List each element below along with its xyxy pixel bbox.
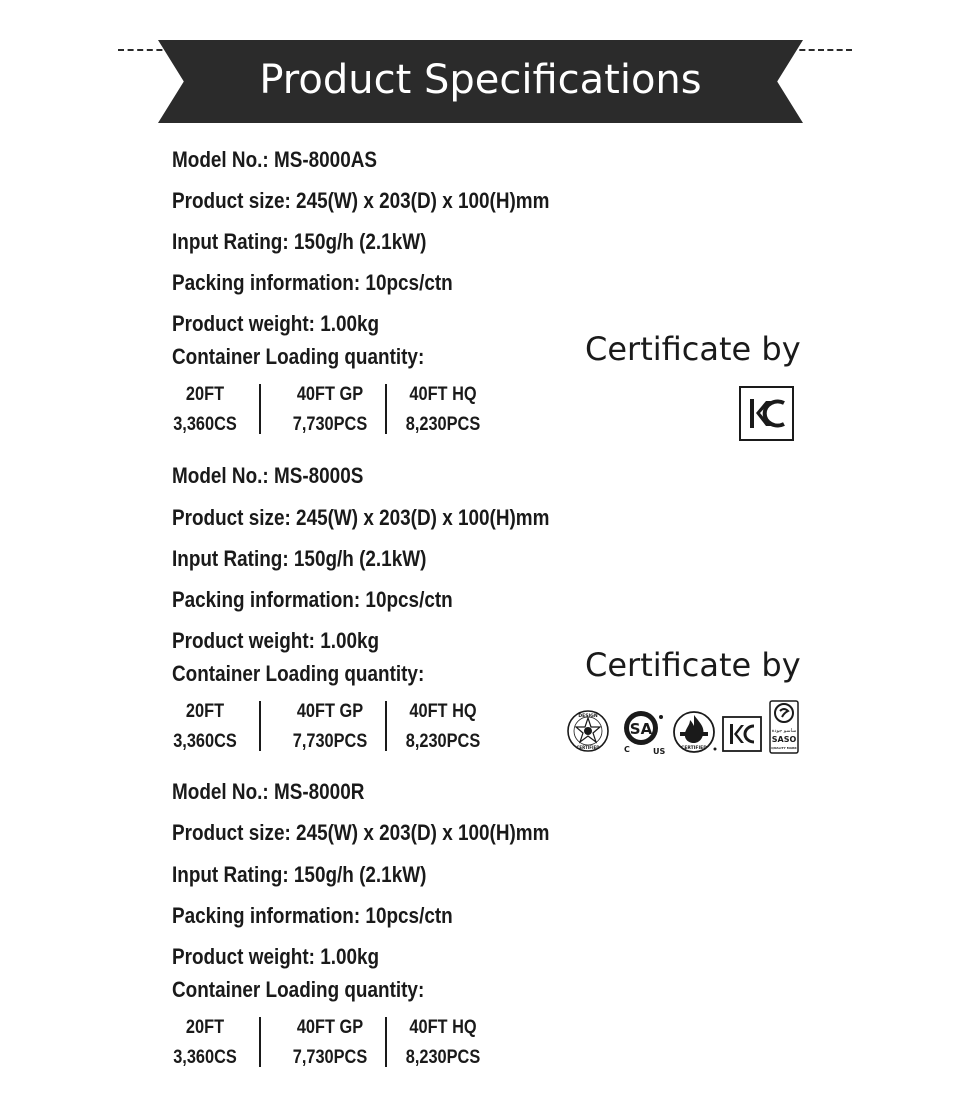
loading-col-40ft-gp xyxy=(278,380,381,440)
certificate-label: Certificate by xyxy=(585,330,801,368)
loading-type: 40FT GP xyxy=(296,384,364,405)
kc-mark-icon xyxy=(722,716,762,752)
page-title: Product Specifications xyxy=(259,57,702,103)
loading-table xyxy=(160,1013,495,1073)
flame-certified-text: CERTIFIED xyxy=(681,746,707,751)
loading-table xyxy=(160,380,495,440)
packing-info: Packing information: 10pcs/ctn xyxy=(172,270,453,295)
input-rating: Input Rating: 150g/h (2.1kW) xyxy=(172,229,427,254)
loading-col-40ft-gp xyxy=(278,1013,381,1073)
container-loading-label: Container Loading quantity: xyxy=(172,977,425,1002)
loading-qty: 7,730PCS xyxy=(292,1047,368,1068)
loading-col-20ft xyxy=(166,1013,243,1073)
loading-qty: 7,730PCS xyxy=(292,731,368,752)
loading-divider xyxy=(385,1017,387,1067)
loading-qty: 8,230PCS xyxy=(405,414,481,435)
loading-divider xyxy=(259,384,261,434)
loading-divider xyxy=(385,384,387,434)
csa-text: SA xyxy=(629,720,653,738)
certificate-label: Certificate by xyxy=(585,646,801,684)
product-weight: Product weight: 1.00kg xyxy=(172,311,380,336)
saso-text: SASO xyxy=(771,735,797,744)
certified-flame-icon xyxy=(672,709,718,755)
loading-type: 40FT HQ xyxy=(409,701,477,722)
loading-type: 20FT xyxy=(185,701,225,722)
loading-col-40ft-gp xyxy=(278,697,381,757)
loading-type: 20FT xyxy=(185,1017,225,1038)
saso-arabic-text: ﺳﺎﺳﻮ ﺟﻮﺩﺓ xyxy=(771,728,797,734)
loading-col-20ft xyxy=(166,380,243,440)
packing-info: Packing information: 10pcs/ctn xyxy=(172,903,453,928)
loading-divider xyxy=(259,701,261,751)
input-rating: Input Rating: 150g/h (2.1kW) xyxy=(172,546,427,571)
loading-divider xyxy=(385,701,387,751)
loading-divider xyxy=(259,1017,261,1067)
loading-type: 40FT HQ xyxy=(409,1017,477,1038)
model-number: Model No.: MS-8000S xyxy=(172,463,364,488)
loading-col-40ft-hq xyxy=(396,1013,491,1073)
saso-quality-text: QUALITY MARK xyxy=(771,746,797,750)
product-weight: Product weight: 1.00kg xyxy=(172,628,380,653)
design-certified-star-icon xyxy=(566,709,610,753)
product-size: Product size: 245(W) x 203(D) x 100(H)mm xyxy=(172,188,550,213)
loading-type: 40FT GP xyxy=(296,1017,364,1038)
container-loading-label: Container Loading quantity: xyxy=(172,661,425,686)
input-rating: Input Rating: 150g/h (2.1kW) xyxy=(172,862,427,887)
loading-type: 40FT GP xyxy=(296,701,364,722)
model-number: Model No.: MS-8000AS xyxy=(172,147,378,172)
csa-us-mark-icon xyxy=(620,709,668,755)
product-size: Product size: 245(W) x 203(D) x 100(H)mm xyxy=(172,820,550,845)
csa-c-text: C xyxy=(624,745,630,754)
design-text: DESIGN xyxy=(578,714,598,719)
saso-quality-mark-icon xyxy=(769,700,799,754)
product-size: Product size: 245(W) x 203(D) x 100(H)mm xyxy=(172,505,550,530)
certified-text: CERTIFIED xyxy=(576,745,600,750)
loading-type: 40FT HQ xyxy=(409,384,477,405)
loading-qty: 3,360CS xyxy=(173,1047,237,1068)
product-weight: Product weight: 1.00kg xyxy=(172,944,380,969)
loading-qty: 8,230PCS xyxy=(405,1047,481,1068)
loading-col-40ft-hq xyxy=(396,697,491,757)
packing-info: Packing information: 10pcs/ctn xyxy=(172,587,453,612)
loading-qty: 8,230PCS xyxy=(405,731,481,752)
loading-qty: 3,360CS xyxy=(173,731,237,752)
container-loading-label: Container Loading quantity: xyxy=(172,344,425,369)
kc-mark-icon xyxy=(739,386,794,441)
csa-us-text: US xyxy=(653,747,666,755)
loading-qty: 3,360CS xyxy=(173,414,237,435)
loading-qty: 7,730PCS xyxy=(292,414,368,435)
loading-table xyxy=(160,697,495,757)
loading-type: 20FT xyxy=(185,384,225,405)
loading-col-20ft xyxy=(166,697,243,757)
model-number: Model No.: MS-8000R xyxy=(172,779,365,804)
loading-col-40ft-hq xyxy=(396,380,491,440)
